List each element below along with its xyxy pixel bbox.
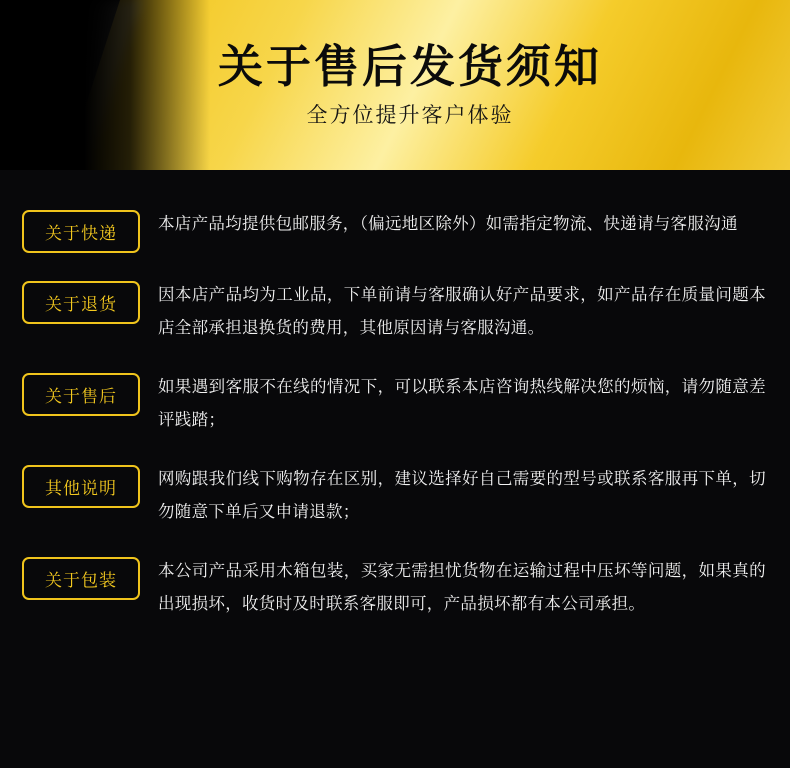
notice-list	[0, 170, 790, 621]
section-text-return: 因本店产品均为工业品，下单前请与客服确认好产品要求，如产品存在质量问题本店全部承担退换货的费用，其他原因请与客服沟通。	[158, 286, 766, 337]
section-tag-express: 关于快递	[22, 210, 140, 253]
list-item	[22, 208, 766, 253]
header-banner	[0, 0, 790, 170]
section-text-aftersales: 如果遇到客服不在线的情况下，可以联系本店咨询热线解决您的烦恼，请勿随意差评践踏；	[158, 378, 766, 429]
section-tag-return: 关于退货	[22, 281, 140, 324]
list-item	[22, 463, 766, 529]
banner-text-block	[0, 0, 790, 170]
section-tag-packaging: 关于包装	[22, 557, 140, 600]
section-tag-aftersales: 关于售后	[22, 373, 140, 416]
section-text-packaging: 本公司产品采用木箱包装，买家无需担忧货物在运输过程中压坏等问题，如果真的出现损坏，收货时及时联系客服即可，产品损坏都有本公司承担。	[158, 562, 766, 613]
section-text-express: 本店产品均提供包邮服务，（偏远地区除外）如需指定物流、快递请与客服沟通	[158, 215, 738, 233]
page-title: 关于售后发货须知	[217, 41, 602, 92]
section-text-other: 网购跟我们线下购物存在区别，建议选择好自己需要的型号或联系客服再下单，切勿随意下单后又申请退款；	[158, 470, 766, 521]
page-subtitle: 全方位提升客户体验	[306, 104, 514, 127]
list-item	[22, 555, 766, 621]
list-item	[22, 279, 766, 345]
section-tag-other: 其他说明	[22, 465, 140, 508]
list-item	[22, 371, 766, 437]
